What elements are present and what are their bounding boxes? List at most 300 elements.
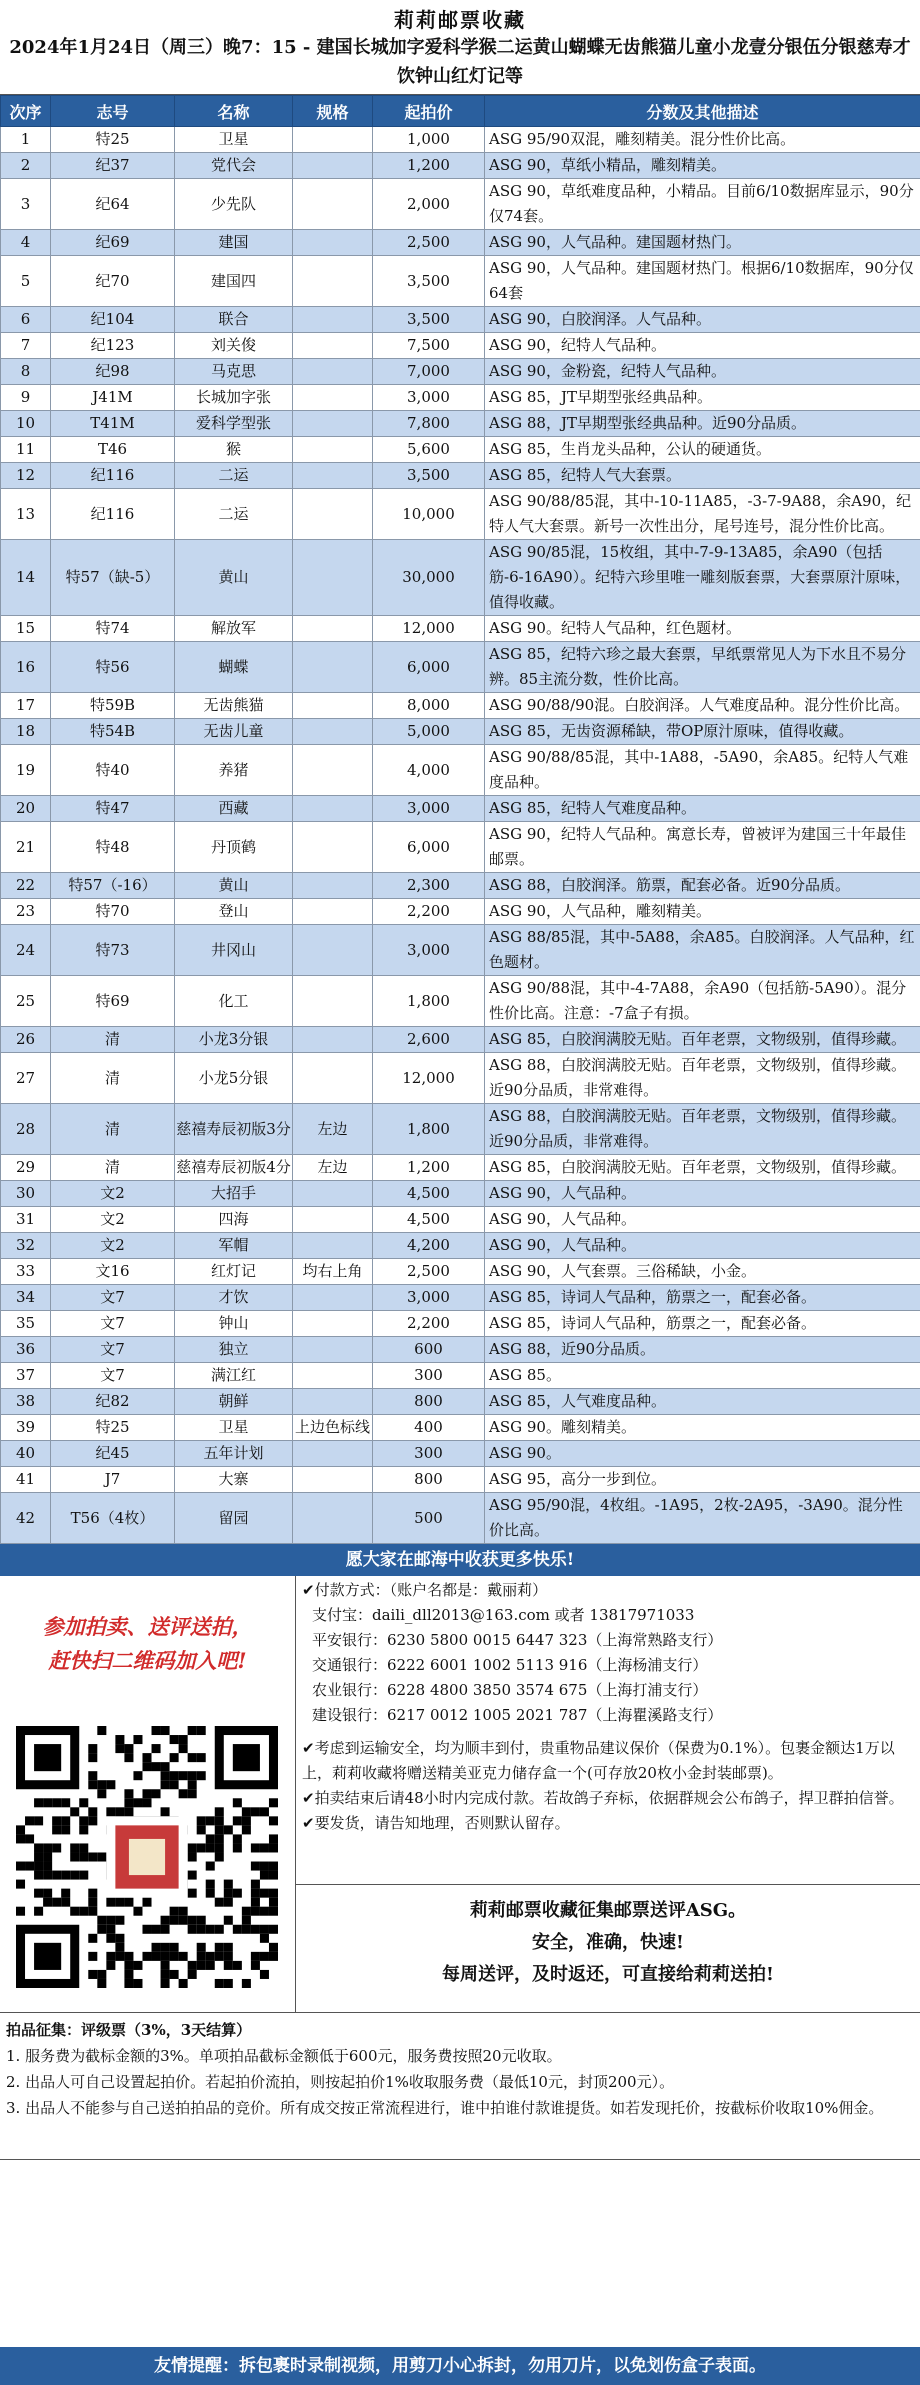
lot-code: 文7	[51, 1363, 175, 1389]
lot-spec	[293, 873, 373, 899]
lot-price: 3,000	[373, 1285, 485, 1311]
lot-no: 6	[1, 307, 51, 333]
lot-code: 纪37	[51, 153, 175, 179]
lot-spec	[293, 307, 373, 333]
promo-panel	[0, 1576, 296, 2012]
lot-desc: ASG 85，白胶润满胶无贴。百年老票，文物级别，值得珍藏。	[485, 1155, 920, 1181]
col-header-code: 志号	[51, 96, 175, 127]
lot-spec	[293, 256, 373, 307]
lot-price: 800	[373, 1389, 485, 1415]
lot-desc: ASG 90，人气套票。三俗稀缺，小金。	[485, 1259, 920, 1285]
lot-price: 500	[373, 1493, 485, 1544]
lot-no: 33	[1, 1259, 51, 1285]
lot-price: 300	[373, 1441, 485, 1467]
lot-name: 小龙3分银	[175, 1027, 293, 1053]
lot-price: 3,500	[373, 463, 485, 489]
lot-spec	[293, 899, 373, 925]
lot-no: 21	[1, 822, 51, 873]
lot-price: 7,800	[373, 411, 485, 437]
lot-price: 4,200	[373, 1233, 485, 1259]
lot-spec	[293, 1053, 373, 1104]
lot-price: 1,000	[373, 127, 485, 153]
table-row	[1, 1259, 920, 1285]
lot-spec	[293, 1311, 373, 1337]
lot-code: 纪82	[51, 1389, 175, 1415]
lot-code: 特25	[51, 1415, 175, 1441]
lot-no: 4	[1, 230, 51, 256]
lot-desc: ASG 90，人气品种。建国题材热门。	[485, 230, 920, 256]
lot-code: 清	[51, 1104, 175, 1155]
lot-spec	[293, 642, 373, 693]
lot-code: 特47	[51, 796, 175, 822]
lot-name: 建国	[175, 230, 293, 256]
lot-no: 31	[1, 1207, 51, 1233]
lot-spec	[293, 796, 373, 822]
lot-price: 10,000	[373, 489, 485, 540]
table-row	[1, 693, 920, 719]
lot-price: 8,000	[373, 693, 485, 719]
lot-no: 24	[1, 925, 51, 976]
promo-line-1: 参加拍卖、送评送拍，	[42, 1614, 253, 1639]
lot-no: 40	[1, 1441, 51, 1467]
lot-desc: ASG 90，白胶润泽。人气品种。	[485, 307, 920, 333]
lot-code: 文2	[51, 1181, 175, 1207]
lot-desc: ASG 90，草纸小精品，雕刻精美。	[485, 153, 920, 179]
col-header-desc: 分数及其他描述	[485, 96, 920, 127]
lot-no: 11	[1, 437, 51, 463]
table-row	[1, 437, 920, 463]
table-row	[1, 899, 920, 925]
lot-desc: ASG 85，人气难度品种。	[485, 1389, 920, 1415]
lot-desc: ASG 90，人气品种。	[485, 1181, 920, 1207]
lot-no: 7	[1, 333, 51, 359]
lot-price: 7,000	[373, 359, 485, 385]
lot-name: 朝鲜	[175, 1389, 293, 1415]
lot-no: 1	[1, 127, 51, 153]
lot-spec	[293, 1285, 373, 1311]
lot-code: 特25	[51, 127, 175, 153]
table-row	[1, 307, 920, 333]
lot-no: 36	[1, 1337, 51, 1363]
lot-code: 纪116	[51, 489, 175, 540]
page-title: 莉莉邮票收藏	[394, 8, 526, 32]
lot-spec	[293, 719, 373, 745]
lot-no: 23	[1, 899, 51, 925]
lot-name: 蝴蝶	[175, 642, 293, 693]
col-header-no: 次序	[1, 96, 51, 127]
lot-code: 文7	[51, 1337, 175, 1363]
lot-code: J7	[51, 1467, 175, 1493]
col-header-price: 起拍价	[373, 96, 485, 127]
lots-body	[1, 127, 920, 1544]
lot-code: 清	[51, 1027, 175, 1053]
lot-price: 3,000	[373, 925, 485, 976]
table-row	[1, 127, 920, 153]
lot-code: 纪116	[51, 463, 175, 489]
lot-spec	[293, 1181, 373, 1207]
table-row	[1, 1467, 920, 1493]
table-header-row	[1, 96, 920, 127]
table-row	[1, 822, 920, 873]
lot-no: 25	[1, 976, 51, 1027]
lot-name: 留园	[175, 1493, 293, 1544]
lot-price: 2,600	[373, 1027, 485, 1053]
lot-code: 特69	[51, 976, 175, 1027]
lot-code: 清	[51, 1155, 175, 1181]
rules-heading: 拍品征集：评级票（3%，3天结算）	[6, 2021, 252, 2039]
lot-desc: ASG 90，人气品种。	[485, 1233, 920, 1259]
lot-name: 党代会	[175, 153, 293, 179]
lots-table	[0, 95, 920, 1544]
lot-no: 41	[1, 1467, 51, 1493]
lot-desc: ASG 90/85混，15枚组，其中-7-9-13A85，余A90（包括筋-6-16A90）。纪特六珍里唯一雕刻版套票，大套票原汁原味，值得收藏。	[485, 540, 920, 616]
lot-code: 特57（缺-5）	[51, 540, 175, 616]
lot-desc: ASG 88，JT早期型张经典品种。近90分品质。	[485, 411, 920, 437]
lot-no: 17	[1, 693, 51, 719]
lot-price: 7,500	[373, 333, 485, 359]
lot-no: 32	[1, 1233, 51, 1259]
bank-pingan: 平安银行：6230 5800 0015 6447 323（上海常熟路支行）	[312, 1631, 723, 1649]
lot-name: 慈禧寿辰初版3分	[175, 1104, 293, 1155]
lot-spec	[293, 359, 373, 385]
lot-desc: ASG 95/90混，4枚组。-1A95，2枚-2A95，-3A90。混分性价比高。	[485, 1493, 920, 1544]
lot-name: 五年计划	[175, 1441, 293, 1467]
lot-name: 解放军	[175, 616, 293, 642]
lot-name: 大寨	[175, 1467, 293, 1493]
shipping-note: ✔考虑到运输安全，均为顺丰到付，贵重物品建议保价（保费为0.1%）。包裹金额达1万以上，莉莉收藏将赠送精美亚克力储存盒一个(可存放20枚小金封装邮票)。	[302, 1739, 895, 1782]
lot-no: 20	[1, 796, 51, 822]
wish-banner: 愿大家在邮海中收获更多快乐!	[0, 1544, 920, 1576]
lot-code: 文7	[51, 1285, 175, 1311]
lot-desc: ASG 85，无齿资源稀缺，带OP原汁原味，值得收藏。	[485, 719, 920, 745]
lot-desc: ASG 90/88混，其中-4-7A88，余A90（包括筋-5A90）。混分性价比高。注意：-7盒子有损。	[485, 976, 920, 1027]
lot-code: 特70	[51, 899, 175, 925]
table-row	[1, 1207, 920, 1233]
lot-spec	[293, 976, 373, 1027]
table-row	[1, 1415, 920, 1441]
lot-price: 600	[373, 1337, 485, 1363]
lot-price: 3,000	[373, 796, 485, 822]
lot-price: 3,000	[373, 385, 485, 411]
lot-code: 清	[51, 1053, 175, 1104]
lot-code: T41M	[51, 411, 175, 437]
lot-name: 二运	[175, 489, 293, 540]
lot-spec	[293, 1389, 373, 1415]
lot-price: 800	[373, 1467, 485, 1493]
lot-desc: ASG 95，高分一步到位。	[485, 1467, 920, 1493]
lot-code: 文7	[51, 1311, 175, 1337]
lot-desc: ASG 85，JT早期型张经典品种。	[485, 385, 920, 411]
lot-desc: ASG 90，纪特人气品种。	[485, 333, 920, 359]
table-row	[1, 719, 920, 745]
table-row	[1, 1053, 920, 1104]
lot-name: 长城加字张	[175, 385, 293, 411]
lot-desc: ASG 88，白胶润满胶无贴。百年老票，文物级别，值得珍藏。近90分品质，非常难得。	[485, 1053, 920, 1104]
lot-price: 30,000	[373, 540, 485, 616]
lot-spec	[293, 1493, 373, 1544]
lot-code: 特59B	[51, 693, 175, 719]
lot-desc: ASG 85，纪特人气难度品种。	[485, 796, 920, 822]
lot-name: 马克思	[175, 359, 293, 385]
lot-no: 16	[1, 642, 51, 693]
lot-code: 纪123	[51, 333, 175, 359]
lot-code: T46	[51, 437, 175, 463]
page-subtitle: 2024年1月24日（周三）晚7：15 - 建国长城加字爱科学猴二运黄山蝴蝶无齿熊猫儿童小龙壹分银伍分银慈寿才饮钟山红灯记等	[9, 37, 911, 87]
lot-code: 纪45	[51, 1441, 175, 1467]
lot-code: 特48	[51, 822, 175, 873]
lot-price: 2,000	[373, 179, 485, 230]
lot-no: 38	[1, 1389, 51, 1415]
lot-no: 30	[1, 1181, 51, 1207]
payment-alipay: 支付宝：daili_dll2013@163.com 或者 13817971033	[312, 1606, 695, 1624]
lot-desc: ASG 95/90双混，雕刻精美。混分性价比高。	[485, 127, 920, 153]
lot-no: 27	[1, 1053, 51, 1104]
lot-code: J41M	[51, 385, 175, 411]
table-row	[1, 1493, 920, 1544]
table-row	[1, 745, 920, 796]
rule-item-1: 1. 服务费为截标金额的3%。单项拍品截标金额低于600元，服务费按照20元收取。	[6, 2047, 562, 2065]
lot-spec	[293, 437, 373, 463]
lot-name: 才饮	[175, 1285, 293, 1311]
lot-spec	[293, 693, 373, 719]
lot-spec: 均右上角	[293, 1259, 373, 1285]
table-row	[1, 796, 920, 822]
lot-name: 西藏	[175, 796, 293, 822]
title-block	[0, 0, 920, 95]
promo-line-2: 赶快扫二维码加入吧!	[48, 1648, 247, 1673]
lot-price: 12,000	[373, 1053, 485, 1104]
lot-no: 37	[1, 1363, 51, 1389]
lot-name: 少先队	[175, 179, 293, 230]
lot-code: 文16	[51, 1259, 175, 1285]
lot-desc: ASG 85，白胶润满胶无贴。百年老票，文物级别，值得珍藏。	[485, 1027, 920, 1053]
lot-name: 小龙5分银	[175, 1053, 293, 1104]
lot-no: 39	[1, 1415, 51, 1441]
payment-info	[296, 1576, 920, 1884]
lot-price: 300	[373, 1363, 485, 1389]
lot-price: 1,200	[373, 1155, 485, 1181]
asg-line-3: 每周送评，及时返还，可直接给莉莉送拍!	[442, 1964, 774, 1985]
lot-name: 无齿儿童	[175, 719, 293, 745]
lot-no: 34	[1, 1285, 51, 1311]
lot-price: 400	[373, 1415, 485, 1441]
table-row	[1, 385, 920, 411]
lot-spec	[293, 1207, 373, 1233]
lot-price: 5,600	[373, 437, 485, 463]
lot-no: 29	[1, 1155, 51, 1181]
lot-desc: ASG 88，白胶润满胶无贴。百年老票，文物级别，值得珍藏。近90分品质，非常难得。	[485, 1104, 920, 1155]
lot-spec	[293, 385, 373, 411]
table-row	[1, 642, 920, 693]
lot-name: 化工	[175, 976, 293, 1027]
lot-code: T56（4枚）	[51, 1493, 175, 1544]
lot-name: 四海	[175, 1207, 293, 1233]
lot-spec: 左边	[293, 1155, 373, 1181]
lot-name: 爱科学型张	[175, 411, 293, 437]
lot-name: 养猪	[175, 745, 293, 796]
lot-no: 3	[1, 179, 51, 230]
lot-name: 卫星	[175, 1415, 293, 1441]
lot-price: 4,000	[373, 745, 485, 796]
tip-banner: 友情提醒：拆包裹时录制视频，用剪刀小心拆封，勿用刀片，以免划伤盒子表面。	[0, 2347, 920, 2385]
lot-code: 特54B	[51, 719, 175, 745]
lot-no: 12	[1, 463, 51, 489]
table-row	[1, 1311, 920, 1337]
lot-price: 2,200	[373, 899, 485, 925]
lot-name: 二运	[175, 463, 293, 489]
lot-desc: ASG 88，近90分品质。	[485, 1337, 920, 1363]
lot-desc: ASG 90，草纸难度品种，小精品。目前6/10数据库显示，90分仅74套。	[485, 179, 920, 230]
asg-service	[296, 1884, 920, 2012]
rule-item-2: 2. 出品人可自己设置起拍价。若起拍价流拍，则按起拍价1%收取服务费（最低10元，封顶200元）。	[6, 2073, 675, 2091]
lot-spec	[293, 489, 373, 540]
lot-name: 登山	[175, 899, 293, 925]
table-row	[1, 153, 920, 179]
table-row	[1, 1027, 920, 1053]
col-header-name: 名称	[175, 96, 293, 127]
promo-text	[0, 1610, 295, 1678]
lot-no: 13	[1, 489, 51, 540]
lot-no: 8	[1, 359, 51, 385]
lot-code: 纪64	[51, 179, 175, 230]
table-row	[1, 1104, 920, 1155]
lot-desc: ASG 90，人气品种。	[485, 1207, 920, 1233]
lot-code: 特74	[51, 616, 175, 642]
lot-spec	[293, 1027, 373, 1053]
table-row	[1, 359, 920, 385]
lot-code: 纪69	[51, 230, 175, 256]
lot-spec	[293, 1337, 373, 1363]
payment-heading: ✔付款方式：（账户名都是：戴丽莉）	[302, 1581, 548, 1599]
lot-no: 28	[1, 1104, 51, 1155]
table-row	[1, 230, 920, 256]
consignment-rules	[0, 2013, 920, 2160]
table-row	[1, 256, 920, 307]
lot-price: 6,000	[373, 822, 485, 873]
lot-spec	[293, 540, 373, 616]
lot-price: 1,200	[373, 153, 485, 179]
lot-price: 3,500	[373, 307, 485, 333]
table-row	[1, 976, 920, 1027]
lot-price: 3,500	[373, 256, 485, 307]
table-row	[1, 616, 920, 642]
lot-spec	[293, 411, 373, 437]
lot-no: 35	[1, 1311, 51, 1337]
lot-name: 井冈山	[175, 925, 293, 976]
lot-no: 18	[1, 719, 51, 745]
lot-price: 1,800	[373, 976, 485, 1027]
table-row	[1, 1233, 920, 1259]
table-row	[1, 873, 920, 899]
table-row	[1, 179, 920, 230]
table-row	[1, 463, 920, 489]
lot-no: 19	[1, 745, 51, 796]
lot-code: 文2	[51, 1207, 175, 1233]
lot-spec	[293, 179, 373, 230]
lot-no: 15	[1, 616, 51, 642]
lot-desc: ASG 85，诗词人气品种，筋票之一，配套必备。	[485, 1285, 920, 1311]
lot-price: 5,000	[373, 719, 485, 745]
lot-spec	[293, 1441, 373, 1467]
lot-name: 刘关俊	[175, 333, 293, 359]
lot-code: 文2	[51, 1233, 175, 1259]
table-row	[1, 1389, 920, 1415]
info-section	[0, 1576, 920, 2013]
lot-code: 特73	[51, 925, 175, 976]
lot-desc: ASG 90/88/85混，其中-10-11A85，-3-7-9A88，余A90，纪特人气大套票。新号一次性出分，尾号连号，混分性价比高。	[485, 489, 920, 540]
lot-no: 26	[1, 1027, 51, 1053]
lot-spec	[293, 463, 373, 489]
asg-line-1: 莉莉邮票收藏征集邮票送评ASG。	[469, 1900, 747, 1921]
col-header-spec: 规格	[293, 96, 373, 127]
lot-name: 联合	[175, 307, 293, 333]
lot-code: 纪70	[51, 256, 175, 307]
lot-spec	[293, 127, 373, 153]
lot-spec	[293, 1467, 373, 1493]
lot-name: 建国四	[175, 256, 293, 307]
lot-desc: ASG 85。	[485, 1363, 920, 1389]
lot-desc: ASG 90。雕刻精美。	[485, 1415, 920, 1441]
lot-code: 纪98	[51, 359, 175, 385]
lot-desc: ASG 85，诗词人气品种，筋票之一，配套必备。	[485, 1311, 920, 1337]
table-row	[1, 333, 920, 359]
lot-spec	[293, 333, 373, 359]
table-row	[1, 1155, 920, 1181]
lot-price: 4,500	[373, 1207, 485, 1233]
lot-desc: ASG 90，人气品种。建国题材热门。根据6/10数据库，90分仅64套	[485, 256, 920, 307]
lot-name: 满江红	[175, 1363, 293, 1389]
lot-name: 猴	[175, 437, 293, 463]
lot-desc: ASG 85，生肖龙头品种，公认的硬通货。	[485, 437, 920, 463]
lot-price: 6,000	[373, 642, 485, 693]
lot-price: 2,300	[373, 873, 485, 899]
lot-desc: ASG 90。纪特人气品种，红色题材。	[485, 616, 920, 642]
lot-no: 14	[1, 540, 51, 616]
lot-desc: ASG 90，金粉瓷，纪特人气品种。	[485, 359, 920, 385]
lot-desc: ASG 90，纪特人气品种。寓意长寿，曾被评为建国三十年最佳邮票。	[485, 822, 920, 873]
lot-name: 黄山	[175, 873, 293, 899]
table-row	[1, 1285, 920, 1311]
payment-deadline-note: ✔拍卖结束后请48小时内完成付款。若故鸽子弃标，依据群规会公布鸽子，捍卫群拍信誉。	[302, 1789, 904, 1807]
qr-code-icon[interactable]	[16, 1726, 278, 1988]
lot-no: 22	[1, 873, 51, 899]
table-row	[1, 1337, 920, 1363]
lot-spec	[293, 745, 373, 796]
bank-abc: 农业银行：6228 4800 3850 3574 675（上海打浦支行）	[312, 1681, 708, 1699]
bank-bocom: 交通银行：6222 6001 1002 5113 916（上海杨浦支行）	[312, 1656, 708, 1674]
lot-desc: ASG 88/85混，其中-5A88，余A85。白胶润泽。人气品种，红色题材。	[485, 925, 920, 976]
lot-desc: ASG 85，纪特六珍之最大套票，早纸票常见人为下水且不易分辨。85主流分数，性价比高。	[485, 642, 920, 693]
table-row	[1, 1363, 920, 1389]
lot-desc: ASG 90/88/85混，其中-1A88，-5A90，余A85。纪特人气难度品种。	[485, 745, 920, 796]
table-row	[1, 1441, 920, 1467]
table-row	[1, 540, 920, 616]
lot-spec	[293, 822, 373, 873]
lot-name: 钟山	[175, 1311, 293, 1337]
lot-desc: ASG 90，人气品种，雕刻精美。	[485, 899, 920, 925]
table-row	[1, 489, 920, 540]
table-row	[1, 1181, 920, 1207]
info-right	[296, 1576, 920, 2012]
table-row	[1, 411, 920, 437]
lot-name: 卫星	[175, 127, 293, 153]
lot-name: 大招手	[175, 1181, 293, 1207]
lot-price: 2,500	[373, 1259, 485, 1285]
lot-price: 2,500	[373, 230, 485, 256]
lot-code: 特40	[51, 745, 175, 796]
lot-spec	[293, 230, 373, 256]
lot-price: 1,800	[373, 1104, 485, 1155]
